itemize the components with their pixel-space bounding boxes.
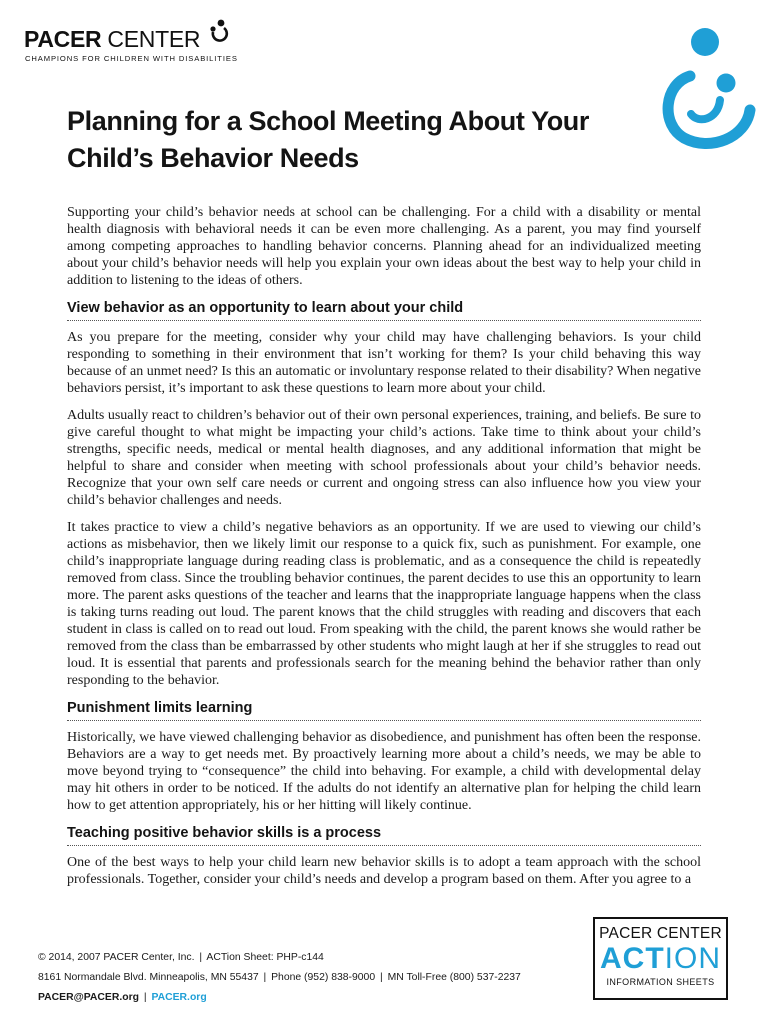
body-paragraph: One of the best ways to help your child learn new behavior skills is to adopt a team approach with the school professionals. Together, consider your child’s needs and develop a program based on them. After you agree to a: [67, 855, 701, 887]
footer: [38, 948, 598, 1008]
action-sheet-badge: [593, 917, 728, 1000]
footer-separator: |: [263, 972, 267, 983]
logo-bold: PACER: [24, 26, 102, 52]
article-body: [67, 204, 701, 898]
footer-line-1: [38, 948, 598, 968]
section-heading: Punishment limits learning: [67, 699, 701, 721]
footer-copyright: © 2014, 2007 PACER Center, Inc.: [38, 952, 195, 963]
footer-address: 8161 Normandale Blvd. Minneapolis, MN 55437: [38, 972, 259, 983]
logo-light: CENTER: [107, 26, 201, 52]
badge-act: ACT: [600, 942, 665, 975]
page-title: Planning for a School Meeting About Your Child’s Behavior Needs: [67, 106, 589, 173]
footer-email-link[interactable]: PACER@PACER.org: [38, 992, 139, 1003]
logo-wordmark: [24, 26, 200, 53]
section-heading: Teaching positive behavior skills is a process: [67, 824, 701, 846]
body-paragraph: Historically, we have viewed challenging behavior as disobedience, and punishment has often been the response. Behaviors are a way to get needs met. By proactively learning more about a child’s needs, we may be able to move beyond trying to “consequence” the child into behaving. For example, a child with developmental delay may hit others in order to be noticed. If the adults do not identify an alternative plan for helping the child learn how to get attention appropriately, his or her hitting will likely continue.: [67, 730, 701, 813]
body-paragraph: It takes practice to view a child’s negative behaviors as an opportunity. If we are used to viewing our child’s actions as misbehavior, then we likely limit our response to a quick fix, such as punishment. For example, one child’s inappropriate language during reading class is problematic, and as a consequence the child is repeatedly removed from class. Since the troubling behavior continues, the parent decides to use this an opportunity to learn more. The parent asks questions of the teacher and learns that the inappropriate language happens when the class is taking turns reading out loud. The parent knows that the child struggles with reading and discovers that each student in class is called on to read out loud. From speaking with the child, the parent knows she would rather be removed from the class than be embarrassed by other students who might laugh at her if she struggles to read out loud. It is essential that parents and professionals search for the meaning behind the behavior rather than only responding to the behavior.: [67, 520, 701, 688]
pacer-mini-logo-icon: [204, 18, 230, 44]
footer-tollfree: MN Toll-Free (800) 537-2237: [387, 972, 521, 983]
footer-website-link[interactable]: PACER.org: [151, 992, 207, 1003]
footer-separator: |: [199, 952, 203, 963]
badge-action-word: [595, 944, 726, 974]
badge-subtitle: INFORMATION SHEETS: [606, 977, 715, 987]
badge-ion: ION: [664, 942, 721, 975]
pacer-family-logo-icon: [658, 26, 758, 156]
section-heading: View behavior as an opportunity to learn about your child: [67, 299, 701, 321]
badge-org-name: PACER CENTER: [599, 925, 722, 942]
footer-sheet-id: ACTion Sheet: PHP-c144: [206, 952, 324, 963]
body-paragraph: Adults usually react to children’s behavior out of their own personal experiences, training, and beliefs. Be sure to give careful thought to what might be impacting your child’s actions. Take time to think about your child’s strengths, specific needs, medical or mental health diagnoses, and any additional information that might be helpful to share and consider when meeting with school professionals about your child’s behavior needs. Recognize that your own self care needs or current and ongoing stress can also influence how you view your child’s behavior challenges and needs.: [67, 408, 701, 508]
pacer-logo: [24, 18, 274, 68]
footer-line-2: [38, 968, 598, 988]
body-paragraph: As you prepare for the meeting, consider why your child may have challenging behaviors. Is your child responding to something in their environment that isn’t working for them? Is your child behaving this way because of an unmet need? Is this an automatic or involuntary response related to their disability? When negative behaviors persist, it’s important to ask these questions to learn more about your child.: [67, 330, 701, 396]
footer-line-3: [38, 988, 598, 1008]
footer-separator: |: [143, 992, 147, 1003]
footer-phone: Phone (952) 838-9000: [271, 972, 376, 983]
intro-paragraph: Supporting your child’s behavior needs at school can be challenging. For a child with a disability or mental health diagnosis with behavioral needs it can be even more challenging. As a parent, you may find yourself among competing approaches to handling behavior concerns. Planning ahead for an individualized meeting about your child’s behavior needs will help you explain your own ideas about the best way to help your child in addition to listening to the ideas of others.: [67, 205, 701, 288]
footer-separator: |: [380, 972, 383, 983]
logo-tagline: CHAMPIONS FOR CHILDREN WITH DISABILITIES: [25, 54, 238, 63]
